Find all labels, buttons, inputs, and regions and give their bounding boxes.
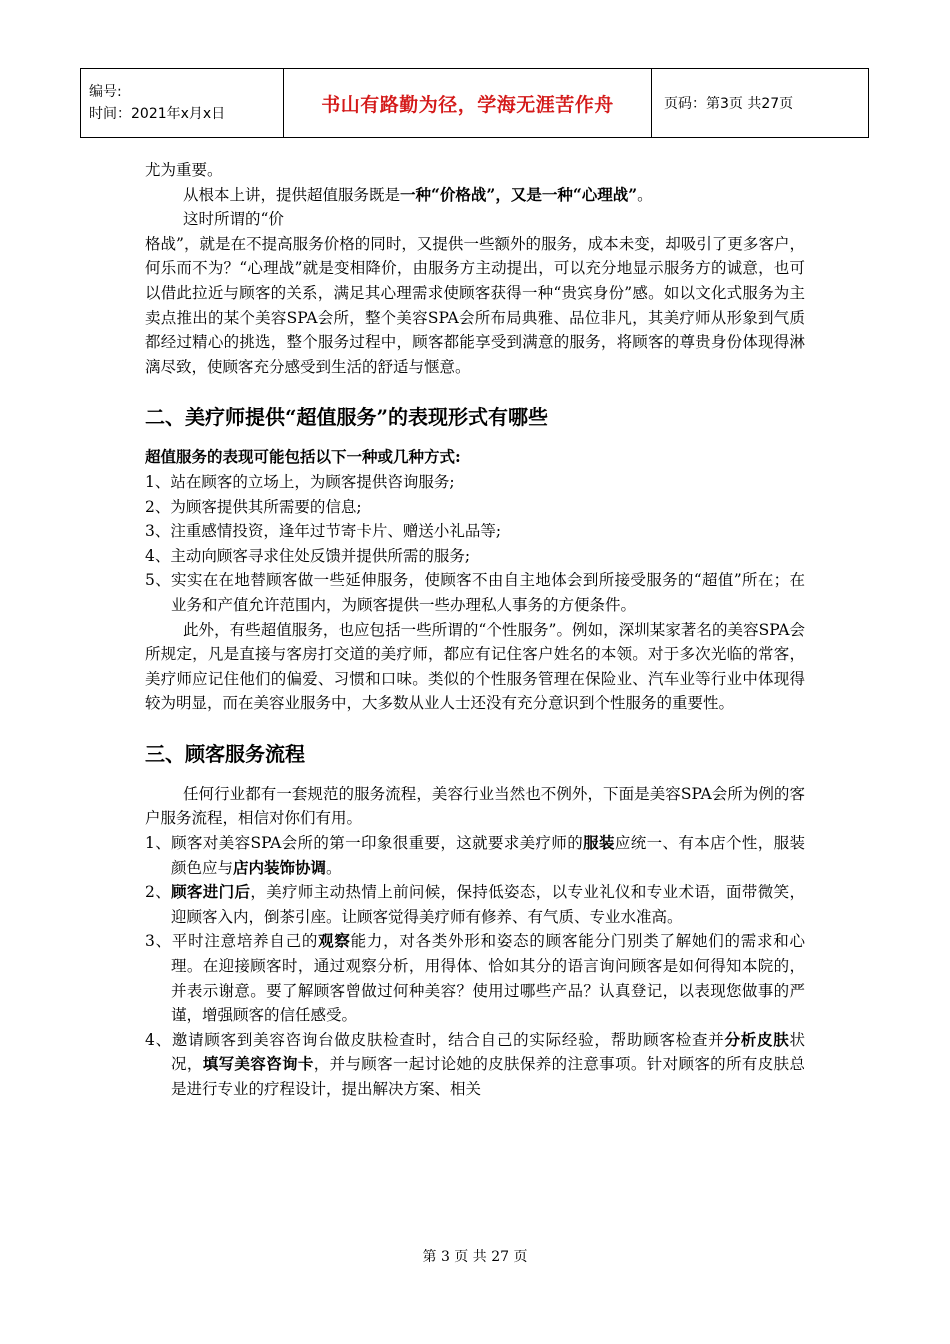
list-item: 1、顾客对美容SPA会所的第一印象很重要，这就要求美疗师的服装应统一、有本店个性，服装颜色应与店内装饰协调。 (145, 833, 805, 877)
page-header (80, 68, 869, 138)
document-body (145, 158, 805, 1102)
list-item: 4、邀请顾客到美容咨询台做皮肤检查时，结合自己的实际经验，帮助顾客检查并分析皮肤状况，填写美容咨询卡，并与顾客一起讨论她的皮肤保养的注意事项。针对顾客的所有皮肤总是进行专业的疗程设计，提出解决方案、相关 (145, 1029, 805, 1098)
paragraph: 这时所谓的“价 (182, 210, 284, 229)
list-item: 5、实实在在地替顾客做一些延伸服务，使顾客不由自主地体会到所接受服务的“超值”所在；在业务和产值允许范围内，为顾客提供一些办理私人事务的方便条件。 (145, 571, 805, 614)
header-motto: 书山有路勤为径，学海无涯苦作舟 (321, 93, 614, 116)
paragraph: 此外，有些超值服务，也应包括一些所谓的“个性服务”。例如，深圳某家著名的美容SPA会所规定，凡是直接与客房打交道的美疗师，都应有记住客户姓名的本领。对于多次光临的常客，美疗师应记住他们的偏爱、习惯和口味。类似的个性服务管理在保险业、汽车业等行业中体现得较为明显，而在美容业服务中，大多数从业人士还没有充分意识到个性服务的重要性。 (145, 620, 805, 713)
header-motto-cell (284, 69, 652, 137)
page-footer: 第 3 页 共 27 页 (422, 1249, 528, 1265)
header-page-label: 页码：第3页 共27页 (664, 96, 794, 112)
paragraph: 任何行业都有一套规范的服务流程，美容行业当然也不例外，下面是美容SPA会所为例的客户服务流程，相信对你们有用。 (145, 784, 805, 828)
section-heading: 三、顾客服务流程 (145, 741, 305, 766)
header-page (652, 69, 868, 137)
paragraph: 尤为重要。 (145, 161, 223, 179)
list-item: 4、主动向顾客寻求住处反馈并提供所需的服务; (145, 546, 471, 565)
header-time: 时间：2021年x月x日 (89, 106, 226, 122)
header-number: 编号: (89, 84, 122, 100)
section-subheading: 超值服务的表现可能包括以下一种或几种方式: (145, 447, 461, 467)
list-item: 1、站在顾客的立场上，为顾客提供咨询服务; (145, 472, 455, 491)
list-item: 3、注重感情投资，逢年过节寄卡片、赠送小礼品等; (145, 522, 502, 541)
paragraph: 从根本上讲，提供超值服务既是一种“价格战”，又是一种“心理战”。 (182, 184, 653, 204)
header-meta (81, 69, 284, 137)
paragraph: 格战”，就是在不提高服务价格的同时，又提供一些额外的服务，成本未变，却吸引了更多客户，何乐而不为？“心理战”就是变相降价，由服务方主动提出，可以充分地显示服务方的诚意，也可以借此拉近与顾客的关系，满足其心理需求使顾客获得一种“贵宾身份”感。如以文化式服务为主卖点推出的某个美容SPA会所，整个美容SPA会所布局典雅、品位非凡，其美疗师从形象到气质都经过精心的挑选，整个服务过程中，顾客都能享受到满意的服务，将顾客的尊贵身份体现得淋漓尽致，使顾客充分感受到生活的舒适与惬意。 (145, 234, 805, 376)
list-item: 2、为顾客提供其所需要的信息; (145, 497, 362, 516)
list-item: 3、平时注意培养自己的观察能力，对各类外形和姿态的顾客能分门别类了解她们的需求和心理。在迎接顾客时，通过观察分析，用得体、恰如其分的语言询问顾客是如何得知本院的，并表示谢意。要了解顾客曾做过何种美容？使用过哪些产品？认真登记，以表现您做事的严谨，增强顾客的信任感受。 (145, 931, 805, 1025)
section-heading: 二、美疗师提供“超值服务”的表现形式有哪些 (145, 405, 549, 430)
list-item: 2、顾客进门后，美疗师主动热情上前问候，保持低姿态，以专业礼仪和专业术语，面带微笑，迎顾客入内，倒茶引座。让顾客觉得美疗师有修养、有气质、专业水准高。 (145, 882, 805, 926)
